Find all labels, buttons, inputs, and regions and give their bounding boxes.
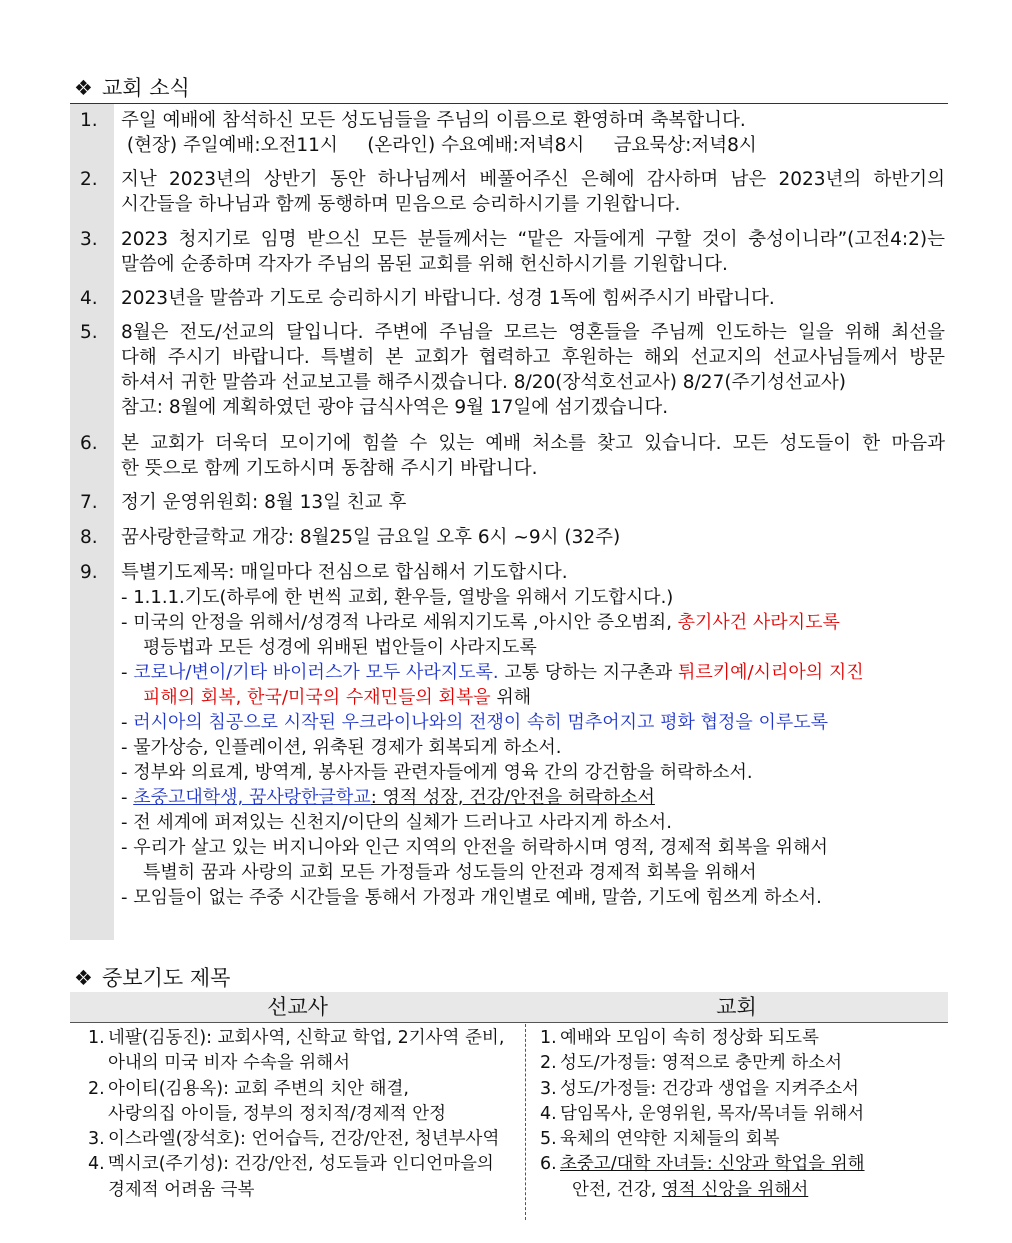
- item-number: 6.: [80, 433, 98, 454]
- item-line: 하셔서 귀한 말씀과 선교보고를 해주시겠습니다. 8/20(장석호선교사) 8/27(주기성선교사): [121, 372, 846, 393]
- underlined-text: : 영적 성장, 건강/안전을 허락하소서: [370, 787, 655, 808]
- column-divider: [525, 1024, 526, 1220]
- item-line: 2023 청지기로 임명 받으신 모든 분들께서는 “맡은 자들에게 구할 것이 충성이니라”(고전4:2)는: [121, 229, 945, 250]
- highlight-red: 튀르키예/시리아의 지진: [678, 662, 864, 683]
- missionary-item: 1. 네팔(김동진): 교회사역, 신학교 학업, 2기사역 준비, 아내의 미국 비자 수속을 위해서: [88, 1028, 505, 1074]
- church-item: 6. 초중고/대학 자녀들: 신앙과 학업을 위해 안전, 건강, 영적 신앙을 위해서: [540, 1152, 945, 1203]
- missionary-item: 4. 멕시코(주기성): 건강/안전, 성도들과 인디언마을의 경제적 어려움 극복: [88, 1154, 494, 1200]
- item-body: [121, 431, 945, 481]
- church-news-title: ❖ 교회 소식: [74, 76, 190, 100]
- item-line: 참고: 8월에 계획하였던 광야 급식사역은 9월 17일에 섬기겠습니다.: [121, 397, 669, 418]
- item-line: 8월은 전도/선교의 달입니다. 주변에 주님을 모르는 영혼들을 주님께 인도하는 일을 위해 최선을: [121, 322, 945, 343]
- underlined-text: 영적 신앙을 위해서: [661, 1179, 809, 1200]
- missionaries-header: 선교사: [70, 992, 525, 1023]
- item-number: 7.: [80, 492, 98, 513]
- diamond-bullet-icon: ❖: [74, 966, 93, 990]
- item-number: 8.: [80, 527, 98, 548]
- highlight-red: 피해의 회복, 한국/미국의 수재민들의 회복을: [143, 687, 491, 708]
- item-body: [121, 286, 945, 311]
- item-body: [121, 167, 945, 217]
- item-line: 시간들을 하나님과 함께 동행하며 믿음으로 승리하시기를 기원합니다.: [121, 194, 681, 215]
- missionary-list: [88, 1026, 520, 1203]
- item-body: [121, 490, 945, 515]
- item-line: 정기 운영위원회: 8월 13일 친교 후: [121, 492, 407, 513]
- missionary-item: 2. 아이티(김용옥): 교회 주변의 치안 해결, 사랑의집 아이들, 정부의 정치적/경제적 안정: [88, 1078, 446, 1124]
- church-item: 3. 성도/가정들: 건강과 생업을 지켜주소서: [540, 1078, 859, 1099]
- item-body: [121, 227, 945, 277]
- underlined-text: 초중고/대학 자녀들: 신앙과 학업을 위해: [560, 1154, 865, 1175]
- church-list: [540, 1026, 945, 1203]
- item-number: 1.: [80, 110, 98, 131]
- prayer-item-cont: 평등법과 모든 성경에 위배된 법안들이 사라지도록: [143, 637, 537, 658]
- church-header: 교회: [525, 992, 948, 1023]
- highlight-blue: 러시아의 침공으로 시작된 우크라이나와의 전쟁이 속히 멈추어지고 평화 협정을 이루도록: [133, 712, 829, 733]
- church-item: 4. 담임목사, 운영위원, 목자/목녀들 위해서: [540, 1103, 865, 1124]
- prayer-item-cont: 특별히 꿈과 사랑의 교회 모든 가정들과 성도들의 안전과 경제적 회복을 위해서: [143, 862, 757, 883]
- prayer-item: - 전 세계에 퍼져있는 신천지/이단의 실체가 드러나고 사라지게 하소서.: [121, 812, 672, 833]
- prayer-item: - 우리가 살고 있는 버지니아와 인근 지역의 안전을 허락하시며 영적, 경제적 회복을 위해서: [121, 837, 828, 858]
- church-item: 2. 성도/가정들: 영적으로 충만케 하소서: [540, 1053, 843, 1074]
- prayer-item: - 모임들이 없는 주중 시간들을 통해서 가정과 개인별로 예배, 말씀, 기도에 힘쓰게 하소서.: [121, 887, 822, 908]
- item-line: 말씀에 순종하며 각자가 주님의 몸된 교회를 위해 헌신하시기를 기원합니다.: [121, 254, 728, 275]
- item-number: 3.: [80, 229, 98, 250]
- highlight-blue-underlined: 초중고대학생, 꿈사랑한글학교: [133, 787, 371, 808]
- prayer-item: - 1.1.1.기도(하루에 한 번씩 교회, 환우들, 열방을 위해서 기도합시다.): [121, 587, 674, 608]
- item-body: [121, 108, 945, 158]
- prayer-list: [121, 560, 945, 910]
- title-rule: [70, 103, 948, 104]
- prayer-item: - 초중고대학생, 꿈사랑한글학교: 영적 성장, 건강/안전을 허락하소서: [121, 787, 655, 808]
- item-line: 다해 주시기 바랍니다. 특별히 본 교회가 협력하고 후원하는 해외 선교지의 선교사님들께서 방문: [121, 347, 945, 368]
- highlight-blue: 코로나/변이/기타 바이러스가 모두 사라지도록.: [133, 662, 499, 683]
- prayer-item: - 코로나/변이/기타 바이러스가 모두 사라지도록. 고통 당하는 지구촌과 튀르키예/시리아의 지진: [121, 662, 864, 683]
- item-line: 주일 예배에 참석하신 모든 성도님들을 주님의 이름으로 환영하며 축복합니다.: [121, 110, 746, 131]
- item-line: 2023년을 말씀과 기도로 승리하시기 바랍니다. 성경 1독에 힘써주시기 바랍니다.: [121, 288, 775, 309]
- item-number: 4.: [80, 288, 98, 309]
- church-item: 1. 예배와 모임이 속히 정상화 되도록: [540, 1028, 819, 1048]
- missionary-item: 3. 이스라엘(장석호): 언어습득, 건강/안전, 청년부사역: [88, 1129, 500, 1150]
- item-line: 본 교회가 더욱더 모이기에 힘쓸 수 있는 예배 처소를 찾고 있습니다. 모든 성도들이 한 마음과: [121, 433, 945, 454]
- item-number: 2.: [80, 169, 98, 190]
- item-line: (현장) 주일예배:오전11시 (온라인) 수요예배:저녁8시 금요묵상:저녁8시: [121, 135, 757, 156]
- diamond-bullet-icon: ❖: [74, 76, 93, 100]
- item-body: [121, 525, 945, 550]
- prayer-item: - 물가상승, 인플레이션, 위축된 경제가 회복되게 하소서.: [121, 737, 562, 758]
- prayer-item: - 정부와 의료계, 방역계, 봉사자들 관련자들에게 영육 간의 강건함을 허락하소서.: [121, 762, 753, 783]
- intercession-title: ❖ 중보기도 제목: [74, 966, 231, 990]
- item-line: 한 뜻으로 함께 기도하시며 동참해 주시기 바랍니다.: [121, 458, 538, 479]
- prayer-item: - 러시아의 침공으로 시작된 우크라이나와의 전쟁이 속히 멈추어지고 평화 협정을 이루도록: [121, 712, 829, 733]
- prayer-item: - 미국의 안정을 위해서/성경적 나라로 세워지기도록 ,아시안 증오범죄, 총기사건 사라지도록: [121, 612, 840, 633]
- item-line: 꿈사랑한글학교 개강: 8월25일 금요일 오후 6시 ~9시 (32주): [121, 527, 621, 548]
- item-line: 특별기도제목: 매일마다 전심으로 합심해서 기도합시다.: [121, 562, 568, 583]
- church-item: 5. 육체의 연약한 지체들의 회복: [540, 1129, 780, 1150]
- item-number: 9.: [80, 562, 98, 583]
- intercession-table: [70, 992, 948, 1220]
- highlight-red: 총기사건 사라지도록: [677, 612, 840, 633]
- item-body: [121, 320, 945, 420]
- prayer-item-cont: 피해의 회복, 한국/미국의 수재민들의 회복을 위해: [143, 687, 532, 708]
- item-number: 5.: [80, 322, 98, 343]
- item-line: 지난 2023년의 상반기 동안 하나님께서 베풀어주신 은혜에 감사하며 남은 2023년의 하반기의: [121, 169, 945, 190]
